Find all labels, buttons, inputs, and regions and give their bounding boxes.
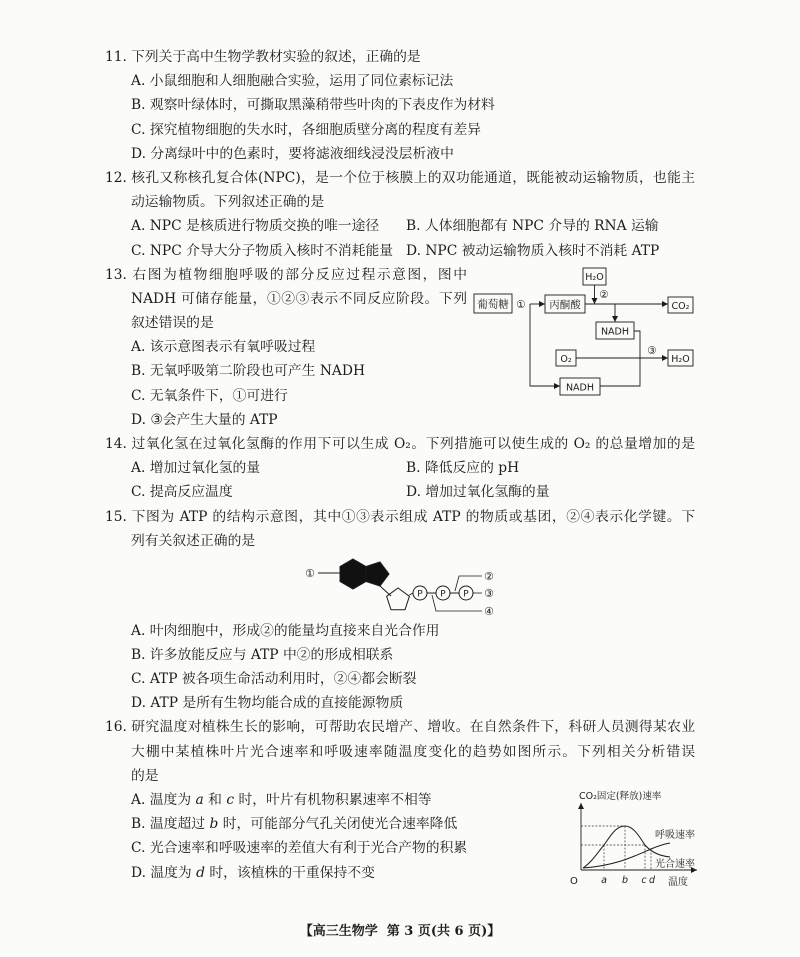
- tick-label-d: d: [648, 875, 656, 886]
- atp-label-2: ②: [484, 570, 494, 583]
- q14-stem-line-1: [105, 432, 695, 456]
- lower-nadh-label: NADH: [565, 382, 595, 394]
- q11-option-b: B. 观察叶绿体时，可撕取黑藻稍带些叶肉的下表皮作为材料: [131, 97, 495, 114]
- q16-option-d-text-2: 时，该植株的干重保持不变: [204, 864, 375, 881]
- q16-option-b-var-b: b: [209, 816, 219, 833]
- q16-option-d-var-d: d: [196, 864, 205, 881]
- q13-stem-line-2: NADH 可储存能量，①②③表示不同反应阶段。下列: [131, 290, 467, 307]
- q16-option-b-text-2: 时，可能部分气孔关闭使光合速率降低: [218, 816, 458, 833]
- pyruvate-label: 丙酮酸: [549, 299, 581, 311]
- step-2-label: ②: [599, 289, 609, 301]
- q11-option-a: A. 小鼠细胞和人细胞融合实验，运用了同位素标记法: [131, 73, 454, 90]
- q13-number: 13.: [105, 266, 127, 283]
- q16-stem-line-3: 的是: [131, 767, 159, 784]
- ribose-pentagon: [387, 588, 410, 610]
- q16-option-b-text-1: B. 温度超过: [131, 816, 210, 833]
- q14-option-a: A. 增加过氧化氢的量: [131, 460, 261, 477]
- exam-page-body: [105, 45, 695, 885]
- co2-label: CO₂: [671, 301, 690, 312]
- q16-option-a-text-1: A. 温度为: [131, 792, 196, 809]
- step-1-label: ①: [516, 299, 526, 311]
- water-input-label: H₂O: [585, 272, 604, 283]
- q13-stem-line-1: [105, 263, 467, 287]
- q16-option-a-text-2: 和: [203, 792, 227, 809]
- q16-rate-temperature-graph: [565, 786, 705, 888]
- q14-stem-text: 过氧化氢在过氧化氢酶的作用下可以生成 O₂。下列措施可以使生成的 O₂ 的总量增加的是: [131, 436, 695, 452]
- q13-stem-line-3: 叙述错误的是: [131, 315, 214, 332]
- q15-option-a: A. 叶肉细胞中，形成②的能量均直接来自光合作用: [131, 622, 440, 639]
- q16-option-d-text-1: D. 温度为: [131, 864, 197, 881]
- q14-options-row-2: [105, 480, 695, 504]
- q14-option-d: D. 增加过氧化氢酶的量: [406, 484, 550, 501]
- q12-stem-line-1: [105, 166, 695, 190]
- atp-label-4: ④: [484, 605, 494, 618]
- line-lower-nadh-to-junction: [600, 358, 640, 386]
- q15-option-b: B. 许多放能反应与 ATP 中②的形成相联系: [131, 646, 394, 663]
- water-output-label: H₂O: [671, 354, 690, 365]
- q16-stem-line-1: [105, 715, 695, 739]
- phosphate-label-3: P: [463, 589, 469, 600]
- page-footer: 【高三生物学 第 3 页(共 6 页)】: [299, 924, 501, 939]
- q14-number: 14.: [105, 436, 127, 452]
- phosphate-label-2: P: [440, 589, 446, 600]
- arrow-glucose-to-lower-nadh: [530, 304, 560, 386]
- q15-option-d: D. ATP 是所有生物均能合成的直接能源物质: [131, 695, 404, 712]
- upper-nadh-label: NADH: [600, 326, 630, 338]
- q12-option-d: D. NPC 被动运输物质入核时不消耗 ATP: [406, 242, 660, 259]
- phosphate-label-1: P: [417, 589, 423, 600]
- q14-option-c: C. 提高反应温度: [131, 484, 233, 501]
- q16-option-a-text-3: 时，叶片有机物积累速率不相等: [234, 792, 432, 809]
- q13-respiration-diagram: [465, 260, 705, 405]
- q11-stem-text: 下列关于高中生物学教材实验的叙述，正确的是: [131, 49, 421, 65]
- q12-option-a: A. NPC 是核质进行物质交换的唯一途径: [131, 218, 380, 235]
- origin-label: O: [570, 876, 578, 887]
- q14-options-row-1: [105, 456, 695, 480]
- q12-stem-line-2: 动运输物质。下列叙述正确的是: [131, 194, 325, 211]
- tick-label-c: c: [641, 875, 647, 886]
- respiration-curve-label: 呼吸速率: [655, 830, 695, 841]
- q11-number: 11.: [105, 49, 127, 65]
- q11-stem-line-1: [105, 45, 695, 69]
- q15-option-c: C. ATP 被各项生命活动利用时，②④都会断裂: [131, 671, 417, 688]
- q13-option-d: D. ③会产生大量的 ATP: [131, 411, 278, 428]
- q15-stem-line-1: [105, 505, 695, 529]
- adenine-hexagon: [340, 559, 366, 589]
- q12-options-row-1: [105, 214, 695, 238]
- line-upper-nadh-to-junction: [634, 331, 640, 358]
- photosynthesis-curve-label: 光合速率: [655, 859, 695, 870]
- q16-option-a-var-c: c: [226, 792, 235, 809]
- tick-label-b: b: [621, 875, 629, 886]
- q16-option-c-text: C. 光合速率和呼吸速率的差值大有利于光合产物的积累: [131, 840, 468, 857]
- q11-option-d: D. 分离绿叶中的色素时，要将滤液细线浸没层析液中: [131, 145, 454, 162]
- atp-label-3: ③: [484, 587, 494, 600]
- q11-option-c: C. 探究植物细胞的失水时，各细胞质壁分离的程度有差异: [131, 121, 481, 138]
- oxygen-label: O₂: [560, 354, 572, 365]
- step-3-label: ③: [647, 345, 657, 357]
- tick-label-a: a: [601, 875, 607, 886]
- q13-option-c: C. 无氧条件下，①可进行: [131, 387, 288, 404]
- q12-option-c: C. NPC 介导大分子物质入核时不消耗能量: [131, 242, 394, 259]
- atp-label-1: ①: [305, 567, 315, 580]
- q13-stem-text-1: 右图为植物细胞呼吸的部分反应过程示意图，图中: [131, 266, 467, 283]
- q15-stem-line-2: 列有关叙述正确的是: [131, 532, 256, 549]
- q15-stem-text-1: 下图为 ATP 的结构示意图，其中①③表示组成 ATP 的物质或基团，②④表示化学键。下: [131, 508, 695, 525]
- q16-stem-line-2: 大棚中某植株叶片光合速率和呼吸速率随温度变化的趋势如图所示。下列相关分析错误: [131, 743, 695, 760]
- q12-stem-text-1: 核孔又称核孔复合体(NPC)，是一个位于核膜上的双功能通道，既能被动运输物质，也能主: [131, 169, 695, 186]
- q15-number: 15.: [105, 508, 127, 525]
- q13-option-b: B. 无氧呼吸第二阶段也可产生 NADH: [131, 363, 365, 380]
- q16-stem-text-1: 研究温度对植株生长的影响，可帮助农民增产、增收。在自然条件下，科研人员测得某农业: [131, 719, 695, 736]
- q15-atp-structure-diagram: [300, 555, 500, 617]
- ribose-phosphate-bond: [409, 593, 413, 595]
- y-axis-label: CO₂固定(释放)速率: [579, 791, 662, 802]
- glucose-label: 葡萄糖: [477, 298, 509, 311]
- x-axis-label: 温度: [668, 877, 688, 888]
- q16-option-a-var-a: a: [195, 792, 204, 809]
- q12-number: 12.: [105, 169, 127, 186]
- q13-option-a: A. 该示意图表示有氧呼吸过程: [131, 339, 316, 356]
- q16-number: 16.: [105, 719, 127, 736]
- adenine-pentagon: [366, 562, 389, 586]
- q12-option-b: B. 人体细胞都有 NPC 介导的 RNA 运输: [406, 218, 659, 235]
- q14-option-b: B. 降低反应的 pH: [406, 460, 520, 477]
